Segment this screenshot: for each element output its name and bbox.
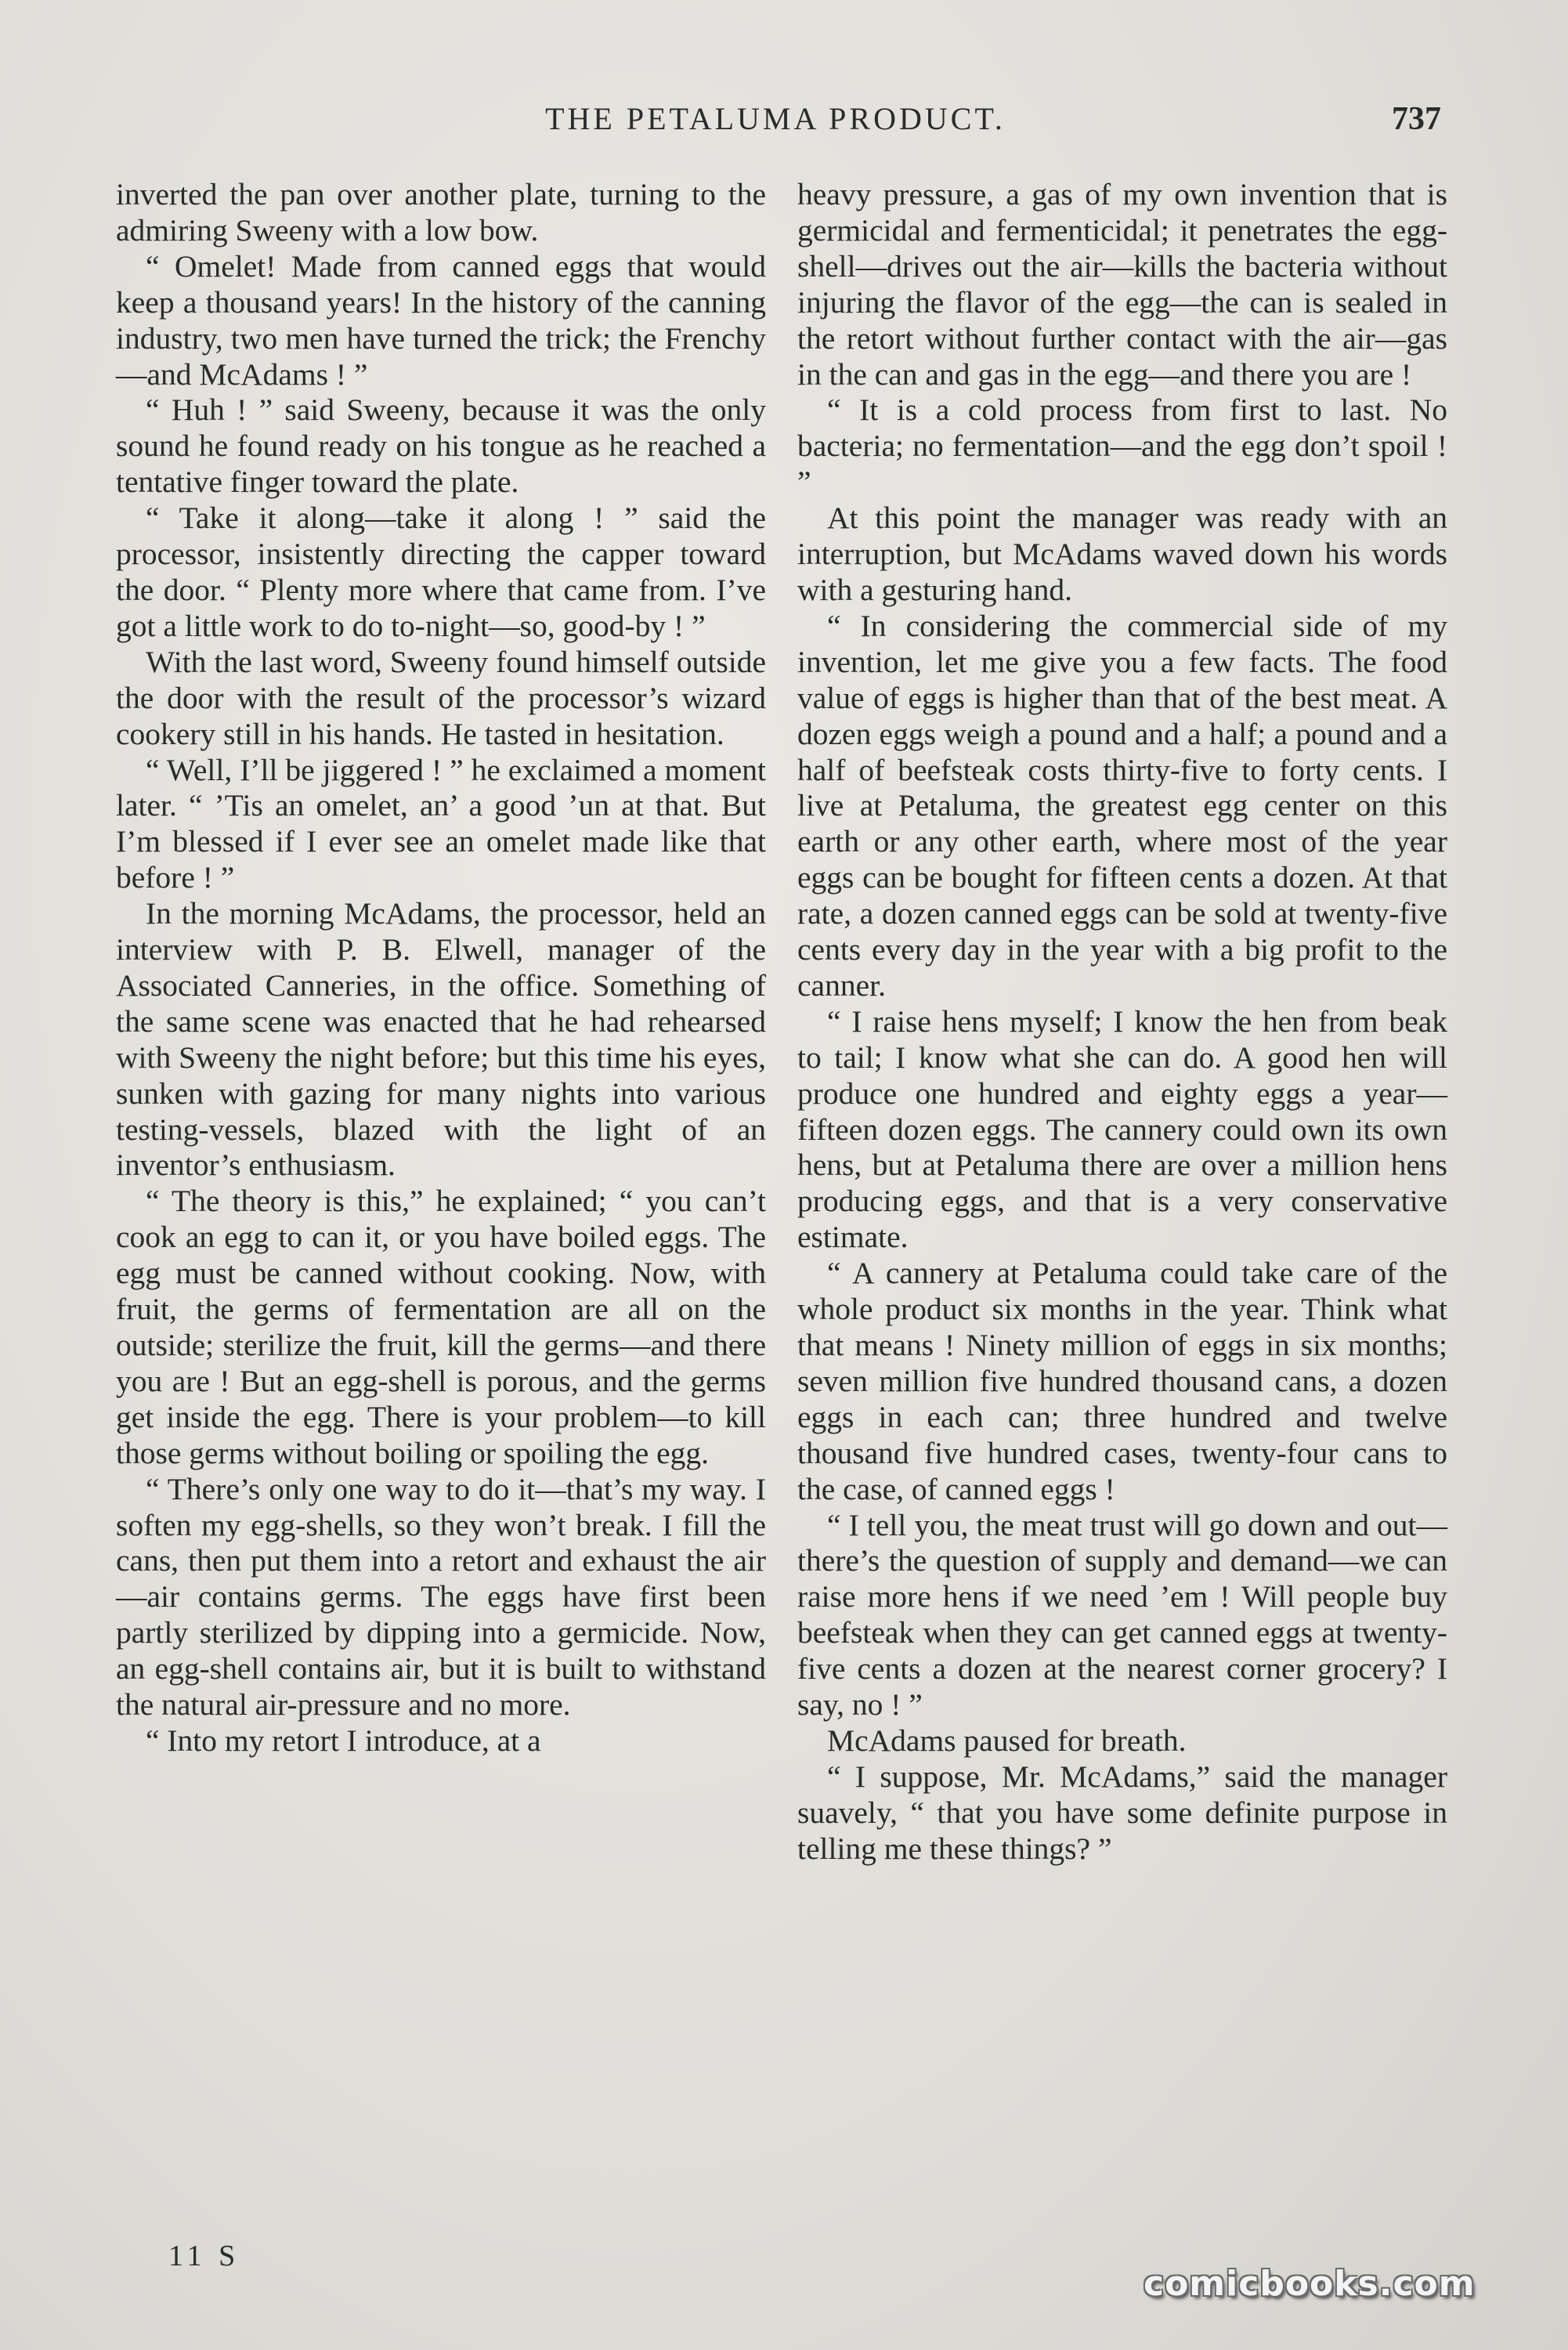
paragraph: inverted the pan over another plate, turning to the admiring Sweeny with a low bow. xyxy=(116,177,766,248)
paragraph: “ Into my retort I introduce, at a xyxy=(146,1723,541,1758)
running-title: THE PETALUMA PRODUCT. xyxy=(545,101,1006,136)
paragraph: “ Well, I’ll be jiggered ! ” he exclaimed a moment later. “ ’Tis an omelet, an’ a good ’un at that. But I’m blessed if I ever see an omelet made like that before ! ” xyxy=(116,752,766,895)
paragraph: “ A cannery at Petaluma could take care of the whole product six months in the year. Think what that means ! Ninety million of eggs in six months; seven million five hundred thousand cans, a dozen eggs in each can; three hundred and twelve thousand five hundred cases, twenty-four cans to the case, of canned eggs ! xyxy=(797,1256,1447,1506)
paragraph: “ I suppose, Mr. McAdams,” said the manager suavely, “ that you have some definite purpose in telling me these things? ” xyxy=(797,1759,1447,1866)
paragraph: “ There’s only one way to do it—that’s my way. I soften my egg-shells, so they won’t break. I fill the cans, then put them into a retort and exhaust the air—air contains germs. The eggs have first been partly sterilized by dipping into a germicide. Now, an egg-shell contains air, but it is built to withstand the natural air-pressure and no more. xyxy=(116,1471,766,1723)
paragraph: “ I tell you, the meat trust will go down and out—there’s the question of supply and demand—we can raise more hens if we need ’em ! Will people buy beefsteak when they can get canned eggs at twenty-five cents a dozen at the nearest corner grocery? I say, no ! ” xyxy=(797,1507,1447,1723)
paragraph: McAdams paused for breath. xyxy=(827,1723,1187,1758)
right-column xyxy=(797,177,1447,1867)
paragraph: “ It is a cold process from first to last. No bacteria; no fermentation—and the egg don’t spoil ! ” xyxy=(797,392,1447,500)
page-number: 737 xyxy=(1392,101,1441,137)
paragraph: “ Omelet! Made from canned eggs that would keep a thousand years! In the history of the canning industry, two men have turned the trick; the Frenchy —and McAdams ! ” xyxy=(116,248,766,392)
paragraph: At this point the manager was ready with an interruption, but McAdams waved down his words with a gesturing hand. xyxy=(797,501,1447,607)
paragraph: “ In considering the commercial side of my invention, let me give you a few facts. The food value of eggs is higher than that of the best meat. A dozen eggs weigh a pound and a half; a pound and a half of beefsteak costs thirty-five to forty cents. I live at Petaluma, the greatest egg center on this earth or any other earth, where most of the year eggs can be bought for fifteen cents a dozen. At that rate, a dozen canned eggs can be sold at twenty-five cents every day in the year with a big profit to the canner. xyxy=(797,608,1447,1003)
paragraph: heavy pressure, a gas of my own invention that is germicidal and fermenticidal; it penetrates the egg-shell—drives out the air—kills the bacteria without injuring the flavor of the egg—the can is sealed in the retort without further contact with the air—gas in the can and gas in the egg—and there you are ! xyxy=(797,177,1447,392)
paragraph: “ Huh ! ” said Sweeny, because it was the only sound he found ready on his tongue as he reached a tentative finger toward the plate. xyxy=(116,392,766,500)
page-header xyxy=(110,100,1441,147)
paragraph: “ Take it along—take it along ! ” said the processor, insistently directing the capper toward the door. “ Plenty more where that came from. I’ve got a little work to do to-night—so, good-by ! ” xyxy=(116,501,766,643)
signature-mark: 11 S xyxy=(168,2240,240,2272)
paragraph: “ The theory is this,” he explained; “ you can’t cook an egg to can it, or you have boiled eggs. The egg must be canned without cooking. Now, with fruit, the germs of fermentation are all on the outside; sterilize the fruit, kill the germs—and there you are ! But an egg-shell is porous, and the germs get inside the egg. There is your problem—to kill those germs without boiling or spoiling the egg. xyxy=(116,1184,766,1470)
paragraph: With the last word, Sweeny found himself outside the door with the result of the processor’s wizard cookery still in his hands. He tasted in hesitation. xyxy=(116,644,766,751)
paragraph: In the morning McAdams, the processor, held an interview with P. B. Elwell, manager of the Associated Canneries, in the office. Something of the same scene was enacted that he had rehearsed with Sweeny the night before; but this time his eyes, sunken with gazing for many nights into various testing-vessels, blazed with the light of an inventor’s enthusiasm. xyxy=(116,896,766,1183)
left-column xyxy=(116,177,766,1759)
paragraph: “ I raise hens myself; I know the hen from beak to tail; I know what she can do. A good hen will produce one hundred and eighty eggs a year—fifteen dozen eggs. The cannery could own its own hens, but at Petaluma there are over a million hens producing eggs, and that is a very conservative estimate. xyxy=(797,1003,1447,1255)
watermark-logo: comicbooks.com xyxy=(1143,2264,1476,2304)
